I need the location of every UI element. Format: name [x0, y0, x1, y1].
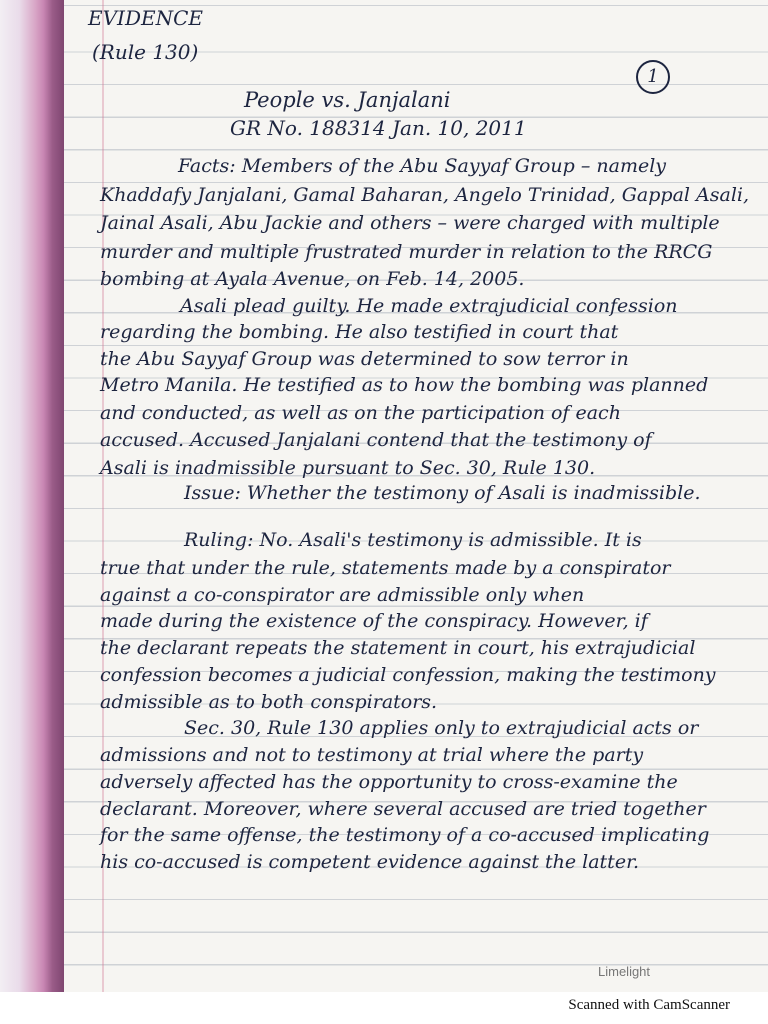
note-line: Metro Manila. He testified as to how the bombing was planned	[100, 374, 709, 396]
note-line: for the same offense, the testimony of a co-accused implicating	[100, 824, 710, 846]
note-line: Jainal Asali, Abu Jackie and others – were charged with multiple	[100, 212, 720, 234]
case-title: People vs. Janjalani	[244, 88, 451, 112]
note-line: admissible as to both conspirators.	[100, 691, 438, 713]
note-line: admissions and not to testimony at trial where the party	[100, 744, 644, 766]
subject-heading: EVIDENCE	[88, 6, 203, 30]
note-line: confession becomes a judicial confession, making the testimony	[100, 664, 716, 686]
note-line: Asali is inadmissible pursuant to Sec. 30, Rule 130.	[100, 457, 596, 479]
scanner-footer: Scanned with CamScanner	[568, 997, 730, 1013]
note-line: against a co-conspirator are admissible only when	[100, 584, 585, 606]
page-number-circle: 1	[636, 60, 670, 94]
note-line: his co-accused is competent evidence against the latter.	[100, 851, 640, 873]
note-line: bombing at Ayala Avenue, on Feb. 14, 2005.	[100, 268, 525, 290]
note-line: adversely affected has the opportunity to cross-examine the	[100, 771, 678, 793]
note-line: Asali plead guilty. He made extrajudicial confession	[180, 295, 678, 317]
note-line: the declarant repeats the statement in court, his extrajudicial	[100, 637, 696, 659]
note-line: Ruling: No. Asali's testimony is admissible. It is	[184, 529, 642, 551]
note-line: regarding the bombing. He also testified in court that	[100, 321, 619, 343]
note-line: true that under the rule, statements made by a conspirator	[100, 557, 671, 579]
note-line: and conducted, as well as on the participation of each	[100, 402, 621, 424]
note-line: declarant. Moreover, where several accused are tried together	[100, 798, 706, 820]
notebook-binding	[0, 0, 64, 992]
note-line: murder and multiple frustrated murder in relation to the RRCG	[100, 241, 713, 263]
brand-watermark: Limelight	[598, 964, 651, 979]
note-line: Issue: Whether the testimony of Asali is inadmissible.	[184, 482, 701, 504]
case-docket: GR No. 188314 Jan. 10, 2011	[230, 116, 527, 140]
note-line: Facts: Members of the Abu Sayyaf Group – namely	[178, 155, 667, 177]
note-line: accused. Accused Janjalani contend that the testimony of	[100, 429, 652, 451]
note-line: made during the existence of the conspiracy. However, if	[100, 610, 648, 632]
note-line: Khaddafy Janjalani, Gamal Baharan, Angelo Trinidad, Gappal Asali,	[100, 184, 750, 206]
note-line: Sec. 30, Rule 130 applies only to extrajudicial acts or	[184, 717, 699, 739]
note-line: the Abu Sayyaf Group was determined to sow terror in	[100, 348, 629, 370]
rule-heading: (Rule 130)	[92, 40, 199, 64]
